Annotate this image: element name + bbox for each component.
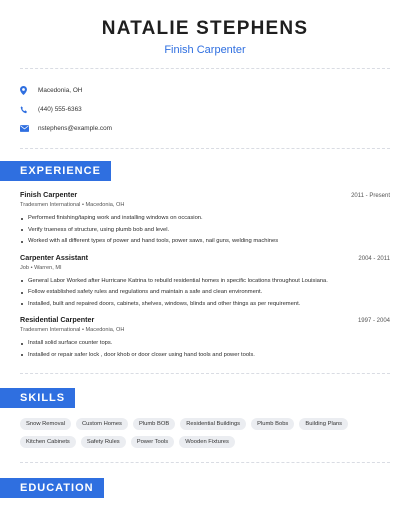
job-company-line: Tradesmen International • Macedonia, OH bbox=[20, 202, 125, 208]
job-company-line: Job • Warren, MI bbox=[20, 264, 62, 271]
phone-icon bbox=[20, 104, 34, 116]
section-heading-experience: EXPERIENCE bbox=[0, 161, 111, 181]
skill-chip: Power Tools bbox=[131, 436, 174, 448]
divider bbox=[20, 373, 390, 374]
job-company: Job bbox=[20, 264, 30, 271]
job-entry bbox=[0, 253, 410, 311]
job-bullets bbox=[20, 338, 390, 361]
skill-chip: Custom Homes bbox=[76, 418, 128, 430]
skills-list bbox=[0, 418, 410, 454]
section-heading-education: EDUCATION bbox=[0, 478, 104, 498]
bullet-item: Worked with all different types of power and hand tools, power saws, nail guns, welding machines bbox=[20, 236, 390, 248]
skill-chip: Wooden Fixtures bbox=[179, 436, 235, 448]
contact-phone bbox=[20, 100, 390, 119]
divider bbox=[20, 462, 390, 463]
divider bbox=[20, 148, 390, 149]
contact-location bbox=[20, 81, 390, 100]
skill-chip: Building Plans bbox=[299, 418, 348, 430]
job-location: Macedonia, OH bbox=[85, 202, 125, 208]
bullet-item: General Labor Worked after Hurricane Katrina to rebuild residential homes in specific locations throughout Louisiana. bbox=[20, 276, 390, 288]
job-company-line: Tradesmen International • Macedonia, OH bbox=[20, 327, 125, 333]
candidate-title: Finish Carpenter bbox=[164, 44, 246, 56]
bullet-item: Install solid surface counter tops. bbox=[20, 338, 390, 350]
job-dates: 1997 - 2004 bbox=[357, 318, 390, 324]
skill-chip: Residential Buildings bbox=[180, 418, 246, 430]
job-location: Macedonia, OH bbox=[85, 327, 125, 333]
resume-header bbox=[0, 0, 410, 56]
job-dates: 2004 - 2011 bbox=[358, 255, 390, 262]
job-entry bbox=[0, 315, 410, 361]
bullet-item: Installed, built and repaired doors, cabinets, shelves, windows, blinds and other things as per requirement. bbox=[20, 299, 390, 311]
education-section bbox=[0, 478, 410, 498]
skill-chip: Snow Removal bbox=[20, 418, 71, 430]
bullet-item: Installed or repair safer lock , door khob or door closer using hand tools and power tools. bbox=[20, 350, 390, 362]
skill-chip: Plumb Bobs bbox=[251, 418, 294, 430]
location-pin-icon bbox=[20, 85, 34, 97]
bullet-item: Verify trueness of structure, using plumb bob and level. bbox=[20, 225, 390, 237]
job-bullets bbox=[20, 213, 390, 248]
bullet-item: Follow established safety rules and regulations and maintain a safe and clean environment. bbox=[20, 287, 390, 299]
email-icon bbox=[20, 123, 34, 135]
candidate-name: NATALIE STEPHENS bbox=[101, 18, 309, 39]
experience-section bbox=[0, 161, 410, 361]
bullet-item: Performed finishing/taping work and installing windows on occasion. bbox=[20, 213, 390, 225]
section-heading-skills: SKILLS bbox=[0, 388, 75, 408]
job-title: Carpenter Assistant bbox=[20, 252, 89, 262]
contact-email bbox=[20, 119, 390, 138]
job-company: Tradesmen International bbox=[20, 327, 81, 333]
contact-list bbox=[0, 69, 410, 138]
job-dates: 2011 - Present bbox=[351, 193, 390, 199]
job-title: Residential Carpenter bbox=[20, 315, 95, 324]
contact-location-text: Macedonia, OH bbox=[38, 87, 83, 94]
skill-chip: Plumb BOB bbox=[133, 418, 175, 430]
contact-phone-text: (440) 555-6363 bbox=[38, 106, 82, 113]
contact-email-text: nstephens@example.com bbox=[38, 125, 112, 132]
job-entry bbox=[0, 190, 410, 248]
job-bullets bbox=[20, 276, 390, 311]
skill-chip: Safety Rules bbox=[81, 436, 126, 448]
job-company: Tradesmen International bbox=[20, 202, 81, 208]
skills-section bbox=[0, 388, 410, 454]
job-title: Finish Carpenter bbox=[20, 190, 78, 199]
job-location: Warren, MI bbox=[34, 264, 62, 271]
skill-chip: Kitchen Cabinets bbox=[20, 436, 76, 448]
